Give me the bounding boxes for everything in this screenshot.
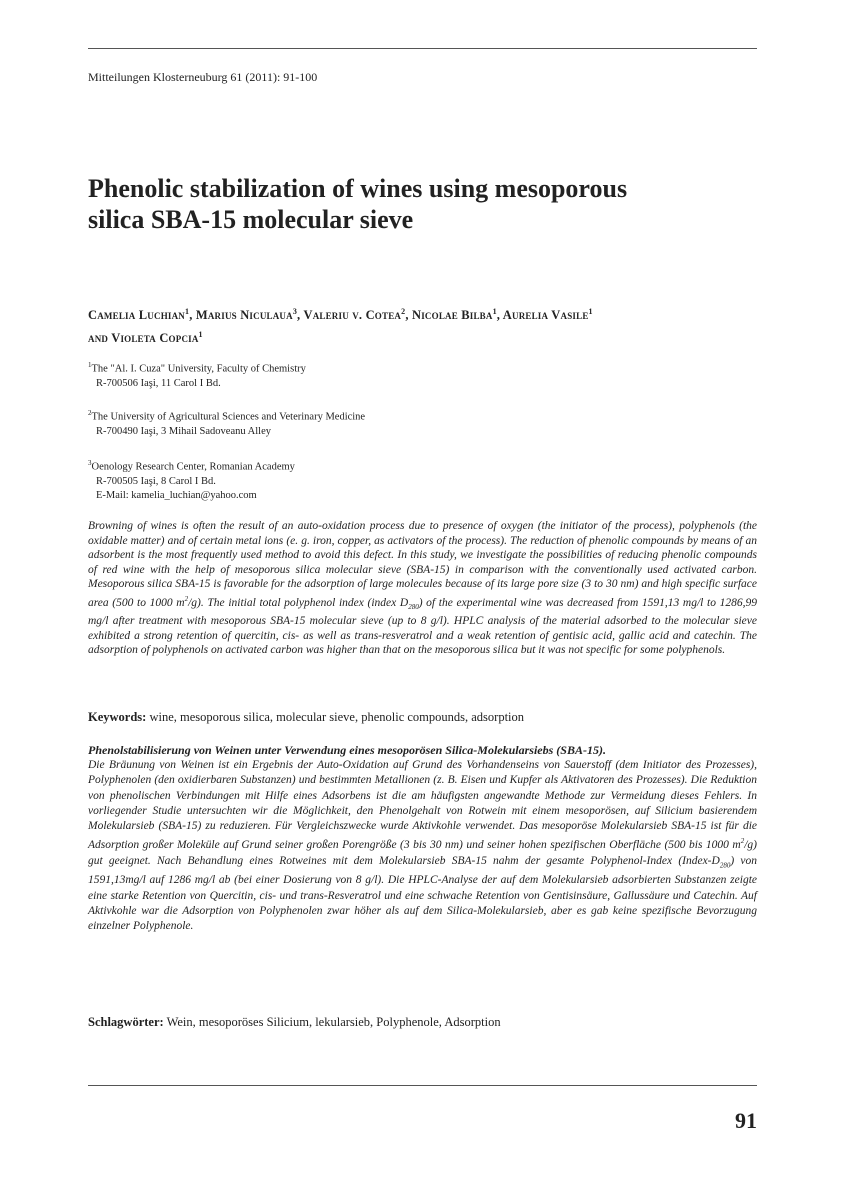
- author-affil-mark: 1: [492, 307, 497, 316]
- affiliation-2: [88, 406, 588, 439]
- author-affil-mark: 1: [198, 330, 203, 340]
- abstract-subscript: 280: [408, 602, 419, 611]
- author-affil-mark: 2: [401, 307, 406, 316]
- affiliation-mark: 2: [88, 409, 92, 417]
- author-name: Marius Niculaua: [195, 308, 293, 323]
- affiliation-address: R-700505 Iaşi, 8 Carol I Bd.: [96, 475, 216, 487]
- abstract-subscript: 280: [719, 860, 731, 869]
- abstract-text: Browning of wines is often the result of an auto-oxidation process due to presence of oxygen (the initiator of the process), polyphenols (the oxidable matter) and of certain metal ions (e. g. iron, copper, as activators of the process). The reduction of phenolic compounds by means of an adsorbent is the most frequently used method to avoid this defect. In this study, we investigate the possibilities of reducing phenolic compounds of red wine with the help of mesoporous silica molecular sieve (SBA-15) in comparison with the conventionally used activated carbon. Mesoporous silica SBA-15 is favorable for the adsorption of large molecules because of its large pore size (3 to 30 nm) and high specific surface area (500 to 1000 m: [88, 520, 757, 609]
- affiliation-1: [88, 358, 588, 391]
- keywords-list: Wein, mesoporöses Silicium, lekularsieb, Polyphenole, Adsorption: [163, 1015, 501, 1029]
- abstract-english: [88, 519, 757, 658]
- affiliation-address: R-700490 Iaşi, 3 Mihail Sadoveanu Alley: [96, 425, 271, 437]
- abstract-text: ) von 1591,13mg/l auf 1286 mg/l ab (bei einer Dosierung von 8 g/l). Die HPLC-Analyse der auf dem Molekularsieb adsorbierten Substanzen zeigte eine starke Retention von Quercitin, cis- und trans-Resveratrol und eine schwache Retention von Gentisinsäure, Gallussäure und Catechin. Auf Aktivkohle war die Adsorption von Polyphenolen zwar höher als auf dem Silica-Molekularsieb, aber es gab keine spezifische Bevorzugung einzelner Polyphenole.: [88, 854, 757, 933]
- abstract-text: /g) gut geeignet. Nach Behandlung eines Rotweines mit dem Molekularsieb SBA-15 nahm der gesamte Polyphenol-Index (Index-D: [88, 839, 757, 867]
- author-name: Aurelia Vasile: [502, 308, 589, 323]
- journal-citation: Mitteilungen Klosterneuburg 61 (2011): 91-100: [88, 70, 318, 84]
- affiliation-line: Oenology Research Center, Romanian Academy: [91, 461, 295, 473]
- affiliation-email[interactable]: E-Mail: kamelia_luchian@yahoo.com: [96, 489, 257, 501]
- keywords-label: Schlagwörter:: [88, 1015, 164, 1029]
- author-name: Valeriu v. Cotea: [303, 308, 402, 323]
- abstract-superscript: 2: [184, 594, 189, 603]
- title-line-2: silica SBA-15 molecular sieve: [88, 205, 414, 234]
- keywords-list: wine, mesoporous silica, molecular sieve, phenolic compounds, adsorption: [146, 710, 525, 724]
- footer-rule: [88, 1085, 757, 1086]
- affiliation-address: R-700506 Iaşi, 11 Carol I Bd.: [96, 377, 221, 389]
- author-list: Camelia Luchian$^1$, Marius Niculaua$^3$, Valeriu v. Cotea$^2$, Nicolae Bilba$^1$, Aurelia Vasile$^1$ and Violeta Copcia$^1$: [88, 307, 593, 346]
- german-abstract-title: Phenolstabilisierung von Weinen unter Verwendung eines mesoporösen Silica-Molekularsiebs (SBA-15).: [88, 743, 606, 757]
- affiliation-line: The "Al. I. Cuza" University, Faculty of Chemistry: [91, 363, 306, 375]
- author-affil-mark: 1: [588, 307, 593, 316]
- abstract-german: [88, 758, 757, 934]
- author-name: Violeta Copcia: [111, 331, 199, 346]
- abstract-superscript: 2: [740, 837, 745, 846]
- abstract-text: Die Bräunung von Weinen ist ein Ergebnis der Auto-Oxidation auf Grund des Vorhandenseins von Sauerstoff (dem Initiator des Prozesses), Polyphenolen (den oxidierbaren Substanzen) und bestimmten Metallionen (z. B. Eisen und Kupfer als Aktivatoren des Prozesses). Die Reduktion von phenolischen Verbindungen mit Hilfe eines Adsorbens ist die am häufigsten angewandte Methode zur Vermeidung dieses Fehlers. In vorliegender Studie untersuchten wir die Möglichkeit, den Phenolgehalt von Rotwein mit einem mesoporösen, auf Silicium basierendem Molekularsieb (SBA-15) zu reduzieren. Für Vergleichszwecke wurde Aktivkohle verwendet. Das mesoporöse Molekularsieb SBA-15 ist für die Adsorption großer Moleküle auf Grund seiner großen Porengröße (3 bis 30 nm) und seiner hohen spezifischen Oberfläche (500 bis 1000 m: [88, 759, 757, 852]
- author-affil-mark: 3: [292, 307, 298, 316]
- affiliation-mark: 1: [88, 361, 92, 369]
- abstract-text: ) of the experimental wine was decreased from 1591,13 mg/l to 1286,99 mg/l after treatment with mesoporous SBA-15 molecular sieve (up to 8 g/l). HPLC analysis of the material adsorbed to the molecular sieve exhibited a strong retention of quercitin, cis- as well as trans-resveratrol and a weak retention of gentisic acid, gallic acid and catechin. The adsorption of polyphenols on activated carbon was higher than that on the mesoporous silica but it was not specific for some polyphenols.: [88, 596, 758, 657]
- keywords-english: [88, 710, 757, 725]
- keywords-label: Keywords:: [88, 710, 147, 724]
- author-affil-mark: 1: [185, 307, 190, 316]
- author-name: Camelia Luchian: [88, 308, 185, 323]
- abstract-text: /g). The initial total polyphenol index (index D: [188, 596, 409, 609]
- keywords-german: [88, 1015, 757, 1030]
- authors-and: and: [88, 331, 109, 346]
- header-rule: [88, 48, 757, 49]
- author-name: Nicolae Bilba: [411, 308, 493, 323]
- title-line-1: Phenolic stabilization of wines using mesoporous: [88, 174, 628, 203]
- affiliation-3: [88, 456, 588, 503]
- affiliation-mark: 3: [88, 459, 92, 467]
- affiliation-line: The University of Agricultural Sciences and Veterinary Medicine: [91, 411, 366, 423]
- page-number: 91: [735, 1108, 757, 1133]
- article-title: [88, 173, 728, 235]
